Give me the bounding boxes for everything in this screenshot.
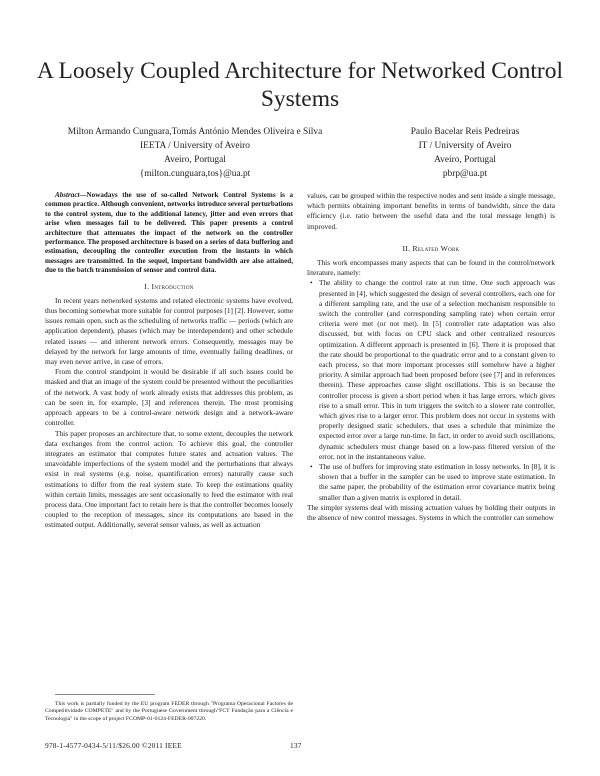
abstract <box>45 191 293 276</box>
footer-page-number: 137 <box>290 741 302 750</box>
section-title: Introduction <box>151 281 194 291</box>
author-names: Paulo Bacelar Reis Pedreiras <box>410 127 520 137</box>
footnote <box>45 701 293 723</box>
related-intro: This work encompasses many aspects that can be found in the control/network literature, namely: <box>307 258 555 278</box>
intro-paragraph-1: In recent years networked systems and related electronic systems have evolved, thus becoming somewhat more suitable for control purposes [1] [2]. However, some issues remain open, such as the scheduling of networks traffic — periods (which are application dependent), phases (which may be interdependent) and other schedule related issues — and inherent network errors. Consequently, messages may be delayed by the network for large amounts of time, eventually failing deadlines, or may even never arrive, in case of errors. <box>45 295 293 367</box>
author-block-1 <box>40 125 350 181</box>
paper-title: A Loosely Coupled Architecture for Networked Control Systems <box>36 58 564 112</box>
author-location: Aveiro, Portugal <box>434 155 496 165</box>
author-email: pbrp@ua.pt <box>442 169 488 179</box>
abstract-label: Abstract <box>55 191 80 199</box>
related-bullet-1: • The ability to change the control rate at run time. One such approach was presented in [4], which suggested the design of several controllers, each one for a different sampling rate, and the use of a selection mechanism responsible to switch the controller (and corresponding sampling rate) when certain error criteria were met (or not met). In [5] controller rate adaptation was also discussed, but with focus on CPU slack and other centralized resources optimization. A different approach is presented in [6]. There it is proposed that the rate should be proportional to the quadratic error and to a constant given to each process, so that more important processes still somehow have a higher priority. A similar approach had been proposed before (see [7] and in references therein). These approaches cause slight oscillations. This is so because the controller process is given a short period when it has large errors, which gives rise to a small error. This in turn triggers the switch to a slower rate controller, which gives rise to a larger error. This problem does not occur in systems with properly designed static schedulers, that uses a schedule that minimize the expected error over a large run-time. In fact, in order to avoid such oscillations, dynamic schedulers must change based on a low-pass filtered version of the error, not in the instantaneous value. <box>319 278 555 462</box>
related-tail: The simpler systems deal with missing actuation values by holding their outputs in the absence of new control messages. Systems in which the controller can somehow <box>307 502 555 523</box>
section-heading-related-work <box>307 244 555 254</box>
author-email: {milton.cunguara,tos}@ua.pt <box>139 169 251 179</box>
footnote-text: This work is partially funded by the EU program FEDER through "Programa Operacional Factores de Competitividade COMPETE" and by the Portuguese Government through"FCT Fundação para a Ciência e Tecnologia" in the scope of project FCOMP-01-0124-FEDER-007220. <box>45 701 293 722</box>
abstract-text: —Nowadays the use of so-called Network Control Systems is a common practice. Although convenient, networks introduce several perturbations to the control system, due to the additional latency, jitter and even errors that arise when messages fail to be delivered. This paper presents a control architecture that attenuates the impact of the network on the controller performance. The proposed architecture is based on a series of data buffering and estimation, decoupling the controller execution from the instants in which messages are transmitted. In the sequel, important bandwidth are also attained, due to the batch transmission of sensor and control data. <box>45 191 293 275</box>
author-location: Aveiro, Portugal <box>164 155 226 165</box>
related-bullet-2: • The use of buffers for improving state estimation in lossy networks. In [8], it is shown that a buffer in the sampler can be used to improve state estimation. In the same paper, the probability of the estimation error covariance matrix being smaller than a given matrix is explored in detail. <box>319 462 555 503</box>
author-affiliation: IT / University of Aveiro <box>418 141 512 151</box>
author-names: Milton Armando Cunguara,Tomás António Mendes Oliveira e Silva <box>67 127 323 137</box>
section-number: I. <box>144 281 150 291</box>
section-title: Related Work <box>412 243 460 253</box>
footnote-rule <box>55 694 155 695</box>
section-number: II. <box>402 243 411 253</box>
right-column <box>307 191 555 523</box>
intro-continuation: values, can be grouped within the respective nodes and sent inside a single message, which permits obtaining important benefits in terms of bandwidth, since the data efficiency (i.e. ratio between the useful data and the total message length) is improved. <box>307 191 555 231</box>
author-block-2 <box>370 125 560 181</box>
footer-isbn: 978-1-4577-0434-5/11/$26.00 ©2011 IEEE <box>45 741 182 750</box>
section-heading-introduction <box>45 282 293 292</box>
related-bullet-list <box>307 278 555 502</box>
author-affiliation: IEETA / University of Aveiro <box>140 141 250 151</box>
left-column <box>45 191 293 531</box>
intro-paragraph-3: This paper proposes an architecture that, to some extent, decouples the network data exchanges from the control action. To achieve this goal, the controller integrates an estimator that computes future states and actuation values. The unavoidable imperfections of the system model and the perturbations that always exist in real systems (e.g. noise, quantification errors) naturally cause such estimations to differ from the real system state. To keep the estimations quality within certain limits, messages are sent occasionally to feed the estimator with real process data. One important fact to retain here is that the controller becomes loosely coupled to the reception of messages, since its computations are based in the estimated output. Additionally, several sensor values, as well as actuation <box>45 428 293 530</box>
intro-paragraph-2: From the control standpoint it would be desirable if all such issues could be masked and that an image of the system could be presented without the peculiarities of the network. A vast body of work already exists that addresses this problem, as can be seen in, for example, [3] and references therein. The most promising approach appears to be a control-aware network design and a network-aware controller. <box>45 367 293 428</box>
